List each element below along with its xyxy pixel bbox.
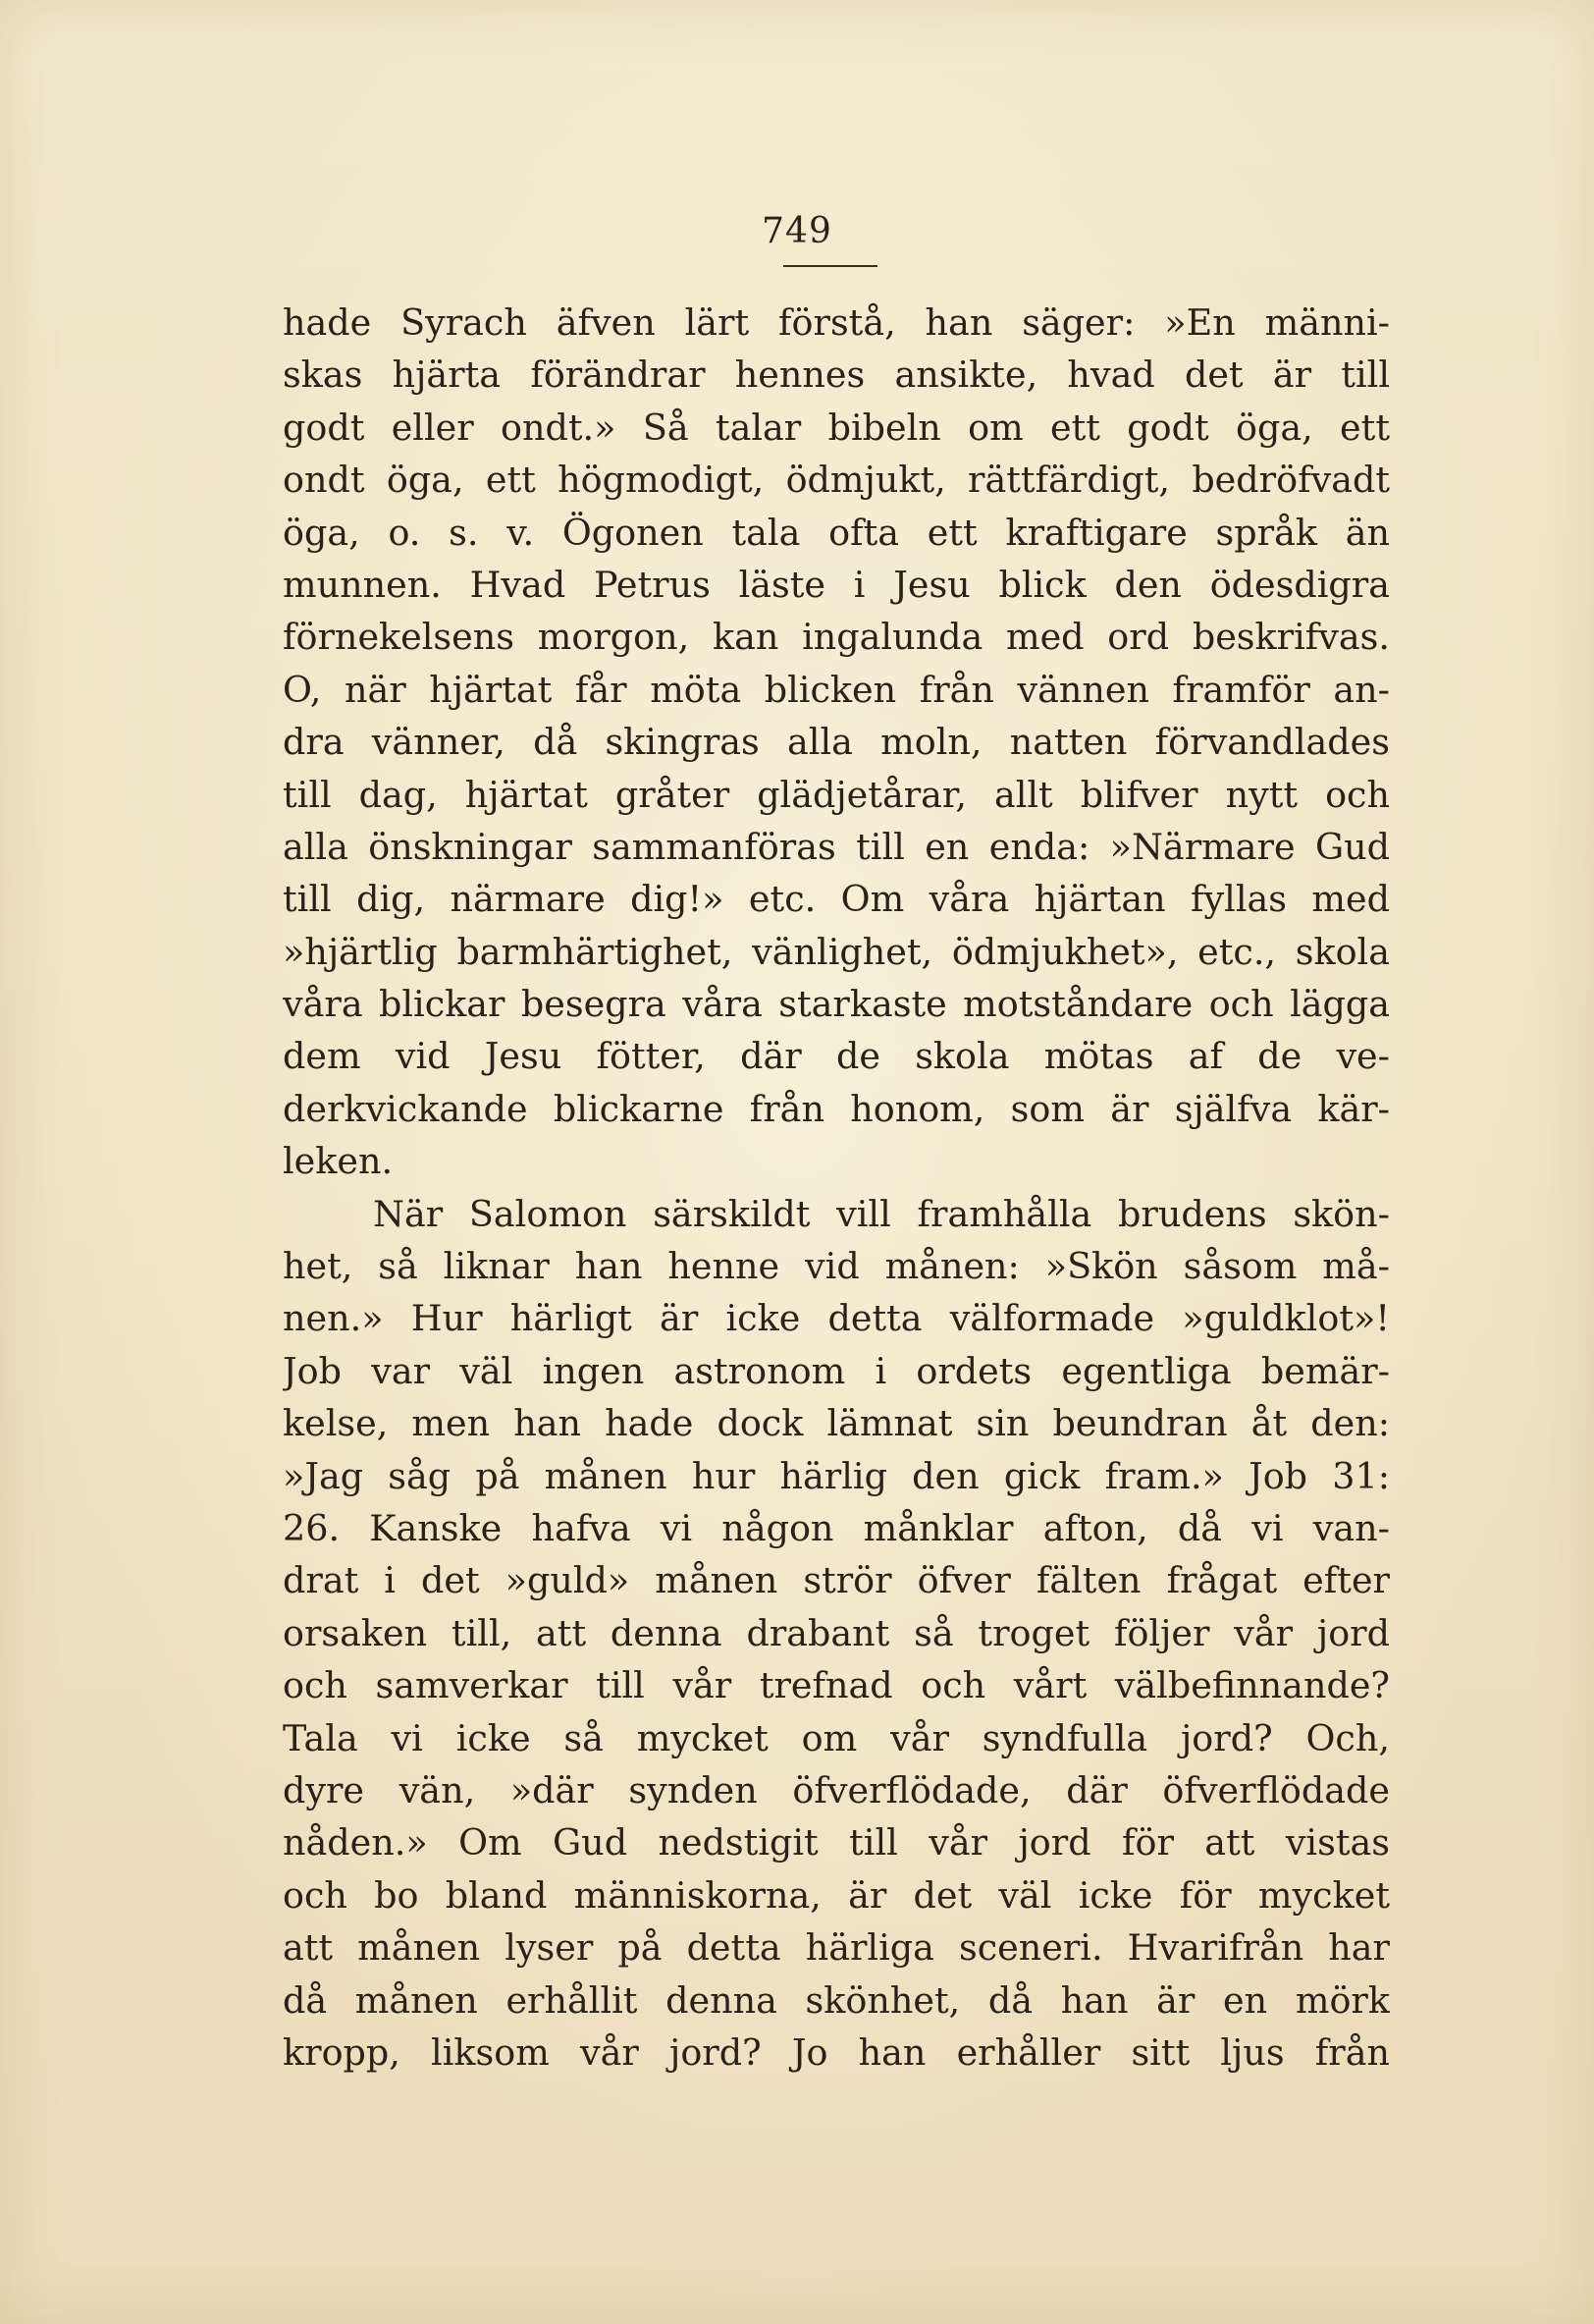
text-line: hade Syrach äfven lärt förstå, han säger: »En männi- [283,301,1390,344]
text-line: att månen lyser på detta härliga sceneri. Hvarifrån har [283,1926,1390,1970]
text-line: När Salomon särskildt vill framhålla brudens skön- [373,1192,1390,1235]
body-text [283,297,1390,2079]
text-line: 26. Kanske hafva vi någon månklar afton, då vi van- [283,1506,1390,1549]
page-number-rule [783,265,877,267]
text-line: skas hjärta förändrar hennes ansikte, hvad det är till [283,353,1390,397]
text-line: derkvickande blickarne från honom, som är själfva kär- [283,1087,1390,1130]
page-number: 749 [762,211,832,251]
text-line: dem vid Jesu fötter, där de skola mötas af de ve- [283,1035,1390,1078]
text-line: våra blickar besegra våra starkaste motståndare och lägga [283,983,1390,1026]
text-line: orsaken till, att denna drabant så troget följer vår jord [283,1611,1390,1654]
text-line: dyre vän, »där synden öfverflödade, där öfverflödade [283,1768,1390,1811]
text-line: Job var väl ingen astronom i ordets egentliga bemär- [283,1349,1390,1392]
text-line: leken. [283,1140,394,1183]
text-line: drat i det »guld» månen strör öfver fälten frågat efter [283,1559,1390,1602]
text-line: kelse, men han hade dock lämnat sin beundran åt den: [283,1402,1390,1445]
text-line: dra vänner, då skingras alla moln, natten förvandlades [283,721,1390,764]
text-line: alla önskningar sammanföras till en enda: »Närmare Gud [283,825,1390,868]
text-line: het, så liknar han henne vid månen: »Skön såsom må- [283,1245,1390,1288]
text-line: förnekelsens morgon, kan ingalunda med ord beskrifvas. [283,616,1390,659]
text-line: godt eller ondt.» Så talar bibeln om ett godt öga, ett [283,405,1390,449]
text-line: Tala vi icke så mycket om vår syndfulla jord? Och, [283,1716,1390,1759]
text-line: O, när hjärtat får möta blicken från vännen framför an- [283,668,1390,711]
text-line: till dag, hjärtat gråter glädjetårar, allt blifver nytt och [283,773,1390,816]
text-line: nen.» Hur härligt är icke detta välformade »guldklot»! [283,1297,1390,1340]
text-line: munnen. Hvad Petrus läste i Jesu blick den ödesdigra [283,563,1390,606]
text-line: då månen erhållit denna skönhet, då han är en mörk [283,1978,1390,2022]
text-line: och samverkar till vår trefnad och vårt välbefinnande? [283,1664,1390,1707]
text-line: »Jag såg på månen hur härlig den gick fram.» Job 31: [283,1454,1390,1497]
text-line: nåden.» Om Gud nedstigit till vår jord för att vistas [283,1821,1390,1865]
text-line: till dig, närmare dig!» etc. Om våra hjärtan fyllas med [283,878,1390,921]
text-line: och bo bland människorna, är det väl icke för mycket [283,1873,1390,1917]
text-line: öga, o. s. v. Ögonen tala ofta ett kraftigare språk än [283,511,1390,554]
text-line: kropp, liksom vår jord? Jo han erhåller sitt ljus från [283,2030,1390,2074]
text-line: ondt öga, ett högmodigt, ödmjukt, rättfärdigt, bedröfvadt [283,459,1390,502]
text-line: »hjärtlig barmhärtighet, vänlighet, ödmjukhet», etc., skola [283,930,1390,973]
